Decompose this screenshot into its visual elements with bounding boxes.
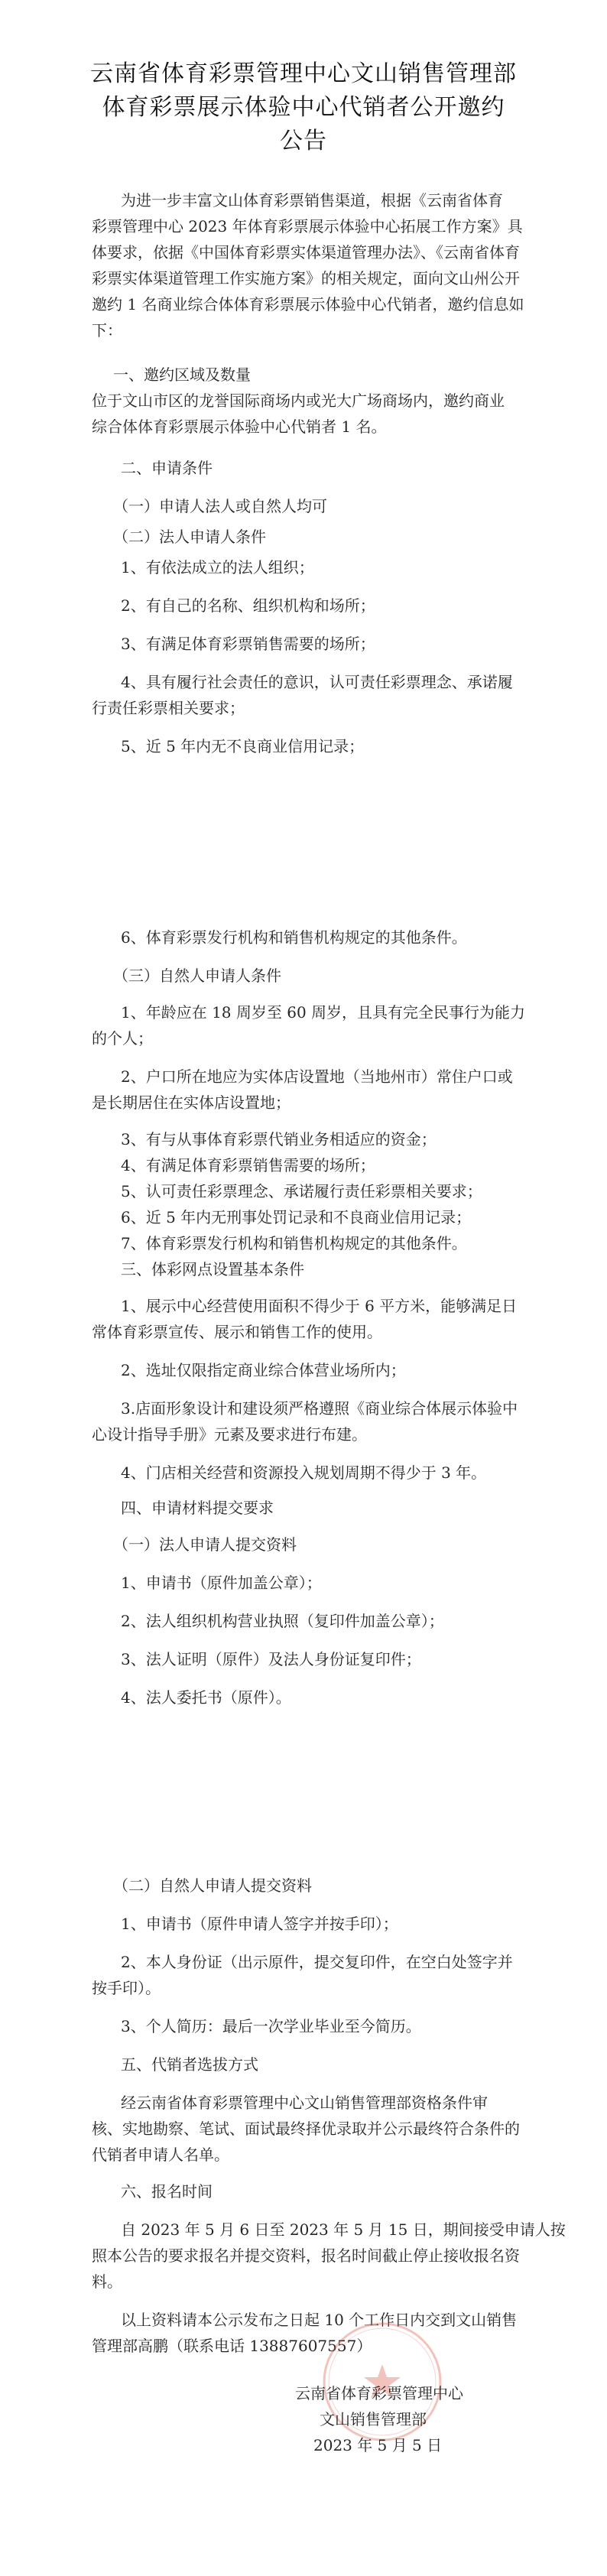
list-item: 6、近 5 年内无刑事处罚记录和不良商业信用记录；	[121, 1208, 472, 1226]
list-item: 心设计指导手册》元素及要求进行布建。	[92, 1425, 367, 1444]
section-heading: 四、申请材料提交要求	[121, 1499, 274, 1517]
list-item: 3、法人证明（原件）及法人身份证复印件；	[121, 1650, 421, 1668]
intro-line: 彩票管理中心 2023 年体育彩票展示体验中心拓展工作方案》具	[92, 217, 523, 236]
subsection-heading: （三）自然人申请人条件	[113, 966, 281, 985]
list-item: 5、近 5 年内无不良商业信用记录；	[121, 737, 365, 755]
body-line: 照本公告的要求报名并提交资料，报名时间截止停止接收报名资	[92, 2246, 520, 2265]
list-item: 3、有与从事体育彩票代销业务相适应的资金；	[121, 1130, 437, 1148]
title-line-1: 云南省体育彩票管理中心文山销售管理部	[90, 60, 517, 87]
list-item: 1、年龄应在 18 周岁至 60 周岁，且具有完全民事行为能力	[121, 1003, 526, 1022]
intro-line: 为进一步丰富文山体育彩票销售渠道，根据《云南省体育	[121, 191, 503, 210]
list-item: 5、认可责任彩票理念、承诺履行责任彩票相关要求；	[121, 1182, 482, 1200]
list-item: 4、具有履行社会责任的意识，认可责任彩票理念、承诺履	[121, 673, 513, 691]
list-item: 是长期居住在实体店设置地；	[92, 1093, 291, 1112]
signature-org: 云南省体育彩票管理中心	[295, 2384, 463, 2402]
subsection-heading: （二）法人申请人条件	[113, 528, 266, 546]
body-line: 料。	[92, 2272, 122, 2291]
body-line: 综合体体育彩票展示体验中心代销者 1 名。	[92, 417, 387, 436]
signature-dept: 文山销售管理部	[320, 2410, 427, 2428]
body-line: 管理部高鹏（联系电话 13887607557）	[92, 2337, 372, 2355]
list-item: 7、体育彩票发行机构和销售机构规定的其他条件。	[121, 1234, 467, 1252]
list-item: 6、体育彩票发行机构和销售机构规定的其他条件。	[121, 928, 467, 947]
title-line-3: 公告	[280, 128, 327, 154]
list-item: 4、有满足体育彩票销售需要的场所；	[121, 1156, 375, 1174]
list-item: 3、个人简历：最后一次学业毕业至今简历。	[121, 2017, 421, 2035]
body-line: 代销者申请人名单。	[92, 2146, 229, 2164]
list-item: 1、有依法成立的法人组织；	[121, 558, 314, 577]
title-line-2: 体育彩票展示体验中心代销者公开邀约	[102, 94, 505, 121]
subsection-heading: （二）自然人申请人提交资料	[113, 1876, 312, 1895]
list-item: 4、门店相关经营和资源投入规划周期不得少于 3 年。	[121, 1463, 487, 1482]
list-item: 1、申请书（原件加盖公章）；	[121, 1574, 322, 1592]
list-item: 2、有自己的名称、组织机构和场所；	[121, 596, 375, 615]
body-line: 自 2023 年 5 月 6 日至 2023 年 5 月 15 日，期间接受申请人按	[121, 2220, 566, 2239]
list-item: 常体育彩票宣传、展示和销售工作的使用。	[92, 1323, 382, 1341]
list-item: 3.店面形象设计和建设须严格遵照《商业综合体展示体验中	[121, 1399, 518, 1418]
list-item: 3、有满足体育彩票销售需要的场所；	[121, 635, 375, 653]
section-heading: 三、体彩网点设置基本条件	[121, 1260, 304, 1278]
list-item: 4、法人委托书（原件）。	[121, 1688, 291, 1707]
body-line: 核、实地勘察、笔试、面试最终择优录取并公示最终符合条件的	[92, 2120, 520, 2138]
signature-date: 2023 年 5 月 5 日	[313, 2436, 443, 2454]
intro-line: 下：	[92, 321, 122, 339]
list-item: 2、法人组织机构营业执照（复印件加盖公章）；	[121, 1612, 444, 1630]
body-line: 经云南省体育彩票管理中心文山销售管理部资格条件审	[121, 2094, 488, 2112]
subsection-heading: （一）申请人法人或自然人均可	[113, 497, 327, 515]
list-item: 2、户口所在地应为实体店设置地（当地州市）常住户口或	[121, 1067, 513, 1086]
list-item: 1、申请书（原件申请人签字并按手印）；	[121, 1915, 398, 1933]
intro-line: 体要求，依据《中国体育彩票实体渠道管理办法》、《云南省体育	[92, 243, 520, 261]
list-item: 2、本人身份证（出示原件，提交复印件，在空白处签字并	[121, 1953, 513, 1971]
intro-line: 彩票实体渠道管理工作实施方案》的相关规定，面向文山州公开	[92, 269, 520, 287]
section-heading: 五、代销者选拔方式	[121, 2055, 258, 2074]
body-line: 位于文山市区的龙誉国际商场内或光大广场商场内，邀约商业	[92, 391, 505, 410]
intro-line: 邀约 1 名商业综合体体育彩票展示体验中心代销者，邀约信息如	[92, 295, 524, 313]
section-heading: 六、报名时间	[121, 2182, 213, 2201]
section-heading: 二、申请条件	[121, 459, 213, 477]
subsection-heading: （一）法人申请人提交资料	[113, 1535, 297, 1554]
list-item: 1、展示中心经营使用面积不得少于 6 平方米，能够满足日	[121, 1297, 518, 1315]
section-heading: 一、邀约区域及数量	[113, 365, 251, 384]
body-line: 以上资料请本公示发布之日起 10 个工作日内交到文山销售	[121, 2311, 518, 2329]
list-item: 2、选址仅限指定商业综合体营业场所内；	[121, 1361, 406, 1379]
list-item: 的个人；	[92, 1029, 153, 1048]
list-item: 按手印）。	[92, 1979, 161, 1997]
list-item: 行责任彩票相关要求；	[92, 699, 245, 717]
